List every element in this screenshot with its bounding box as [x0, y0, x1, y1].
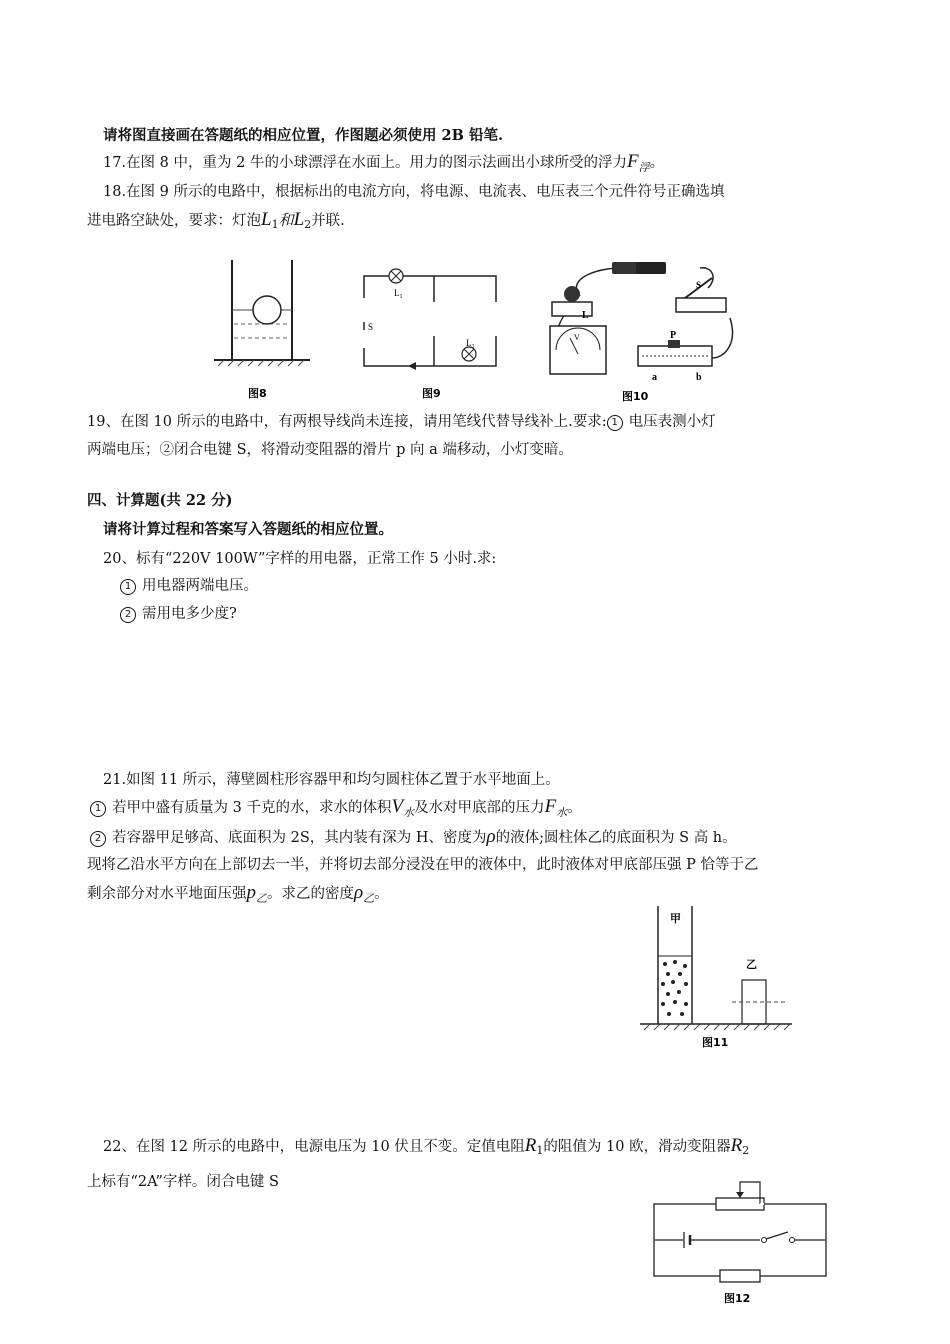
q21-v-sub: 水: [403, 806, 415, 819]
fig9-label-s: S: [368, 322, 374, 332]
question-21-stem: 21.如图 11 所示，薄壁圆柱形容器甲和均匀圆柱体乙置于水平地面上。: [103, 772, 560, 788]
q21-p1-text: 若甲中盛有质量为 3 千克的水，求水的体积: [112, 800, 392, 816]
fig10-lamp: [564, 286, 580, 302]
q21-rho2: ρ: [354, 882, 364, 903]
q21-p2-text: 若容器甲足够高、底面积为 2S，其内装有深为 H、密度为: [112, 830, 487, 846]
q22-r1: R: [524, 1135, 537, 1156]
q18-l1: L: [261, 209, 272, 230]
fig12-switch-contact: [762, 1238, 767, 1243]
fig10-label-v: V: [574, 333, 580, 342]
question-22-line1: [103, 1136, 749, 1161]
question-17: [103, 152, 664, 178]
q22-mid: 的阻值为 10 欧，滑动变阻器: [543, 1139, 731, 1155]
fig12-caption: 图12: [724, 1292, 751, 1305]
question-20-stem: 20、标有“220V 100W”字样的用电器，正常工作 5 小时.求:: [103, 551, 497, 567]
fig10-label-a: a: [652, 372, 657, 383]
fig8-ball: [253, 296, 281, 324]
fig9-caption: 图9: [422, 387, 441, 400]
fig8-caption: 图8: [248, 387, 267, 400]
fig11-caption: 图11: [702, 1036, 729, 1049]
q21-f: F: [544, 796, 557, 817]
fig10-label-b: b: [696, 372, 702, 383]
fig12-switch-contact: [790, 1238, 795, 1243]
q21-circle-2: 2: [90, 831, 106, 847]
question-21-part1: [90, 797, 582, 823]
q17-sub: 浮: [638, 161, 650, 174]
q21-p1-end: 。: [567, 800, 582, 816]
question-18-line1: 18.在图 9 所示的电路中，根据标出的电流方向，将电源、电流表、电压表三个元件符号正确选填: [103, 184, 725, 200]
fig10-label-l: L: [582, 310, 589, 321]
q18-pre: 进电路空缺处，要求：灯泡: [87, 213, 261, 229]
q18-sub2: 2: [304, 218, 312, 231]
fig10-label-p: P: [670, 330, 677, 341]
q19-text-end: 电压表测小灯: [628, 414, 716, 430]
q17-symbol: F: [626, 151, 639, 172]
question-20-item: [120, 604, 237, 624]
fig10-battery: [636, 262, 666, 274]
q18-end: 并联.: [311, 213, 345, 229]
q17-end: 。: [649, 155, 665, 171]
question-18-line2: [87, 210, 345, 235]
question-21-line3: 现将乙沿水平方向在上部切去一半，并将切去部分浸没在甲的液体中，此时液体对甲底部压强 P 恰等于乙: [87, 857, 759, 873]
question-19-line1: [87, 412, 716, 432]
q21-line4-pre: 剩余部分对水平地面压强: [87, 886, 247, 902]
q22-r2-sub: 2: [742, 1144, 750, 1157]
q20-circle-1: 1: [120, 579, 136, 595]
fig9-label-l1: $L_1$: [394, 288, 403, 300]
fig10-label-s: S: [696, 280, 702, 290]
q19-circle-1: 1: [607, 415, 623, 431]
q20-item-2-text: 需用电多少度?: [142, 606, 237, 622]
q18-and: 和: [278, 213, 294, 229]
q17-text: 17.在图 8 中，重为 2 牛的小球漂浮在水面上。用力的图示法画出小球所受的浮力: [103, 155, 627, 171]
q21-circle-1: 1: [90, 801, 106, 817]
fig12-slider-arrow: [736, 1192, 744, 1198]
fig11-label-yi: 乙: [746, 958, 757, 971]
fig10-switch-base: [676, 298, 726, 312]
figure-11: [640, 904, 796, 1054]
question-19-line2: 两端电压；②闭合电键 S，将滑动变阻器的滑片 p 向 a 端移动，小灯变暗。: [87, 442, 573, 458]
q21-p: p: [246, 882, 256, 903]
q21-p1-mid: 及水对甲底部的压力: [414, 800, 545, 816]
fig11-label-jia: 甲: [670, 912, 681, 925]
section-4-title: 四、计算题(共 22 分): [87, 492, 233, 509]
q21-line4-end: 。: [374, 886, 389, 902]
figure-12: [648, 1176, 832, 1310]
q21-p-sub: 乙: [256, 892, 267, 905]
fig10-caption: 图10: [622, 390, 649, 403]
q18-l2: L: [293, 209, 305, 230]
question-21-line4: [87, 883, 389, 909]
fig11-liquid-dots: [661, 960, 688, 1016]
q20-item-1-text: 用电器两端电压。: [142, 578, 258, 594]
q22-r1-sub: 1: [536, 1144, 544, 1157]
figure-8: [212, 252, 312, 402]
question-21-part2: [90, 827, 737, 848]
q20-circle-2: 2: [120, 607, 136, 623]
q21-line4-mid: 。求乙的密度: [267, 886, 354, 902]
fig12-switch-lever: [766, 1232, 788, 1239]
q21-rho: ρ: [486, 826, 496, 847]
q21-f-sub: 水: [556, 806, 568, 819]
figure-10: [540, 258, 740, 404]
q21-p2-end: 的液体;圆柱体乙的底面积为 S 高 h。: [495, 830, 737, 846]
section-4-instruction: 请将计算过程和答案写入答题纸的相应位置。: [103, 521, 393, 538]
q21-v: V: [391, 796, 404, 817]
fig10-slider: [668, 340, 680, 348]
q21-rho2-sub: 乙: [363, 892, 375, 905]
draw-instruction: 请将图直接画在答题纸的相应位置，作图题必须使用 2B 铅笔.: [103, 127, 503, 144]
question-22-line2: 上标有“2A”字样。闭合电键 S: [87, 1174, 279, 1190]
q19-text: 19、在图 10 所示的电路中，有两根导线尚未连接，请用笔线代替导线补上.要求:: [87, 414, 607, 430]
fig12-resistor-r1: [720, 1270, 760, 1282]
fig11-ground-hatch: [644, 1024, 790, 1030]
fig9-current-arrow: [408, 362, 416, 370]
q22-pre: 22、在图 12 所示的电路中，电源电压为 10 伏且不变。定值电阻: [103, 1139, 525, 1155]
q18-sub1: 1: [271, 218, 279, 231]
question-20-item: [120, 576, 258, 596]
figure-9: [356, 258, 506, 404]
fig12-rheostat-r2: [716, 1198, 764, 1210]
fig9-label-l2: $L_2$: [466, 338, 475, 350]
q22-r2: R: [730, 1135, 743, 1156]
